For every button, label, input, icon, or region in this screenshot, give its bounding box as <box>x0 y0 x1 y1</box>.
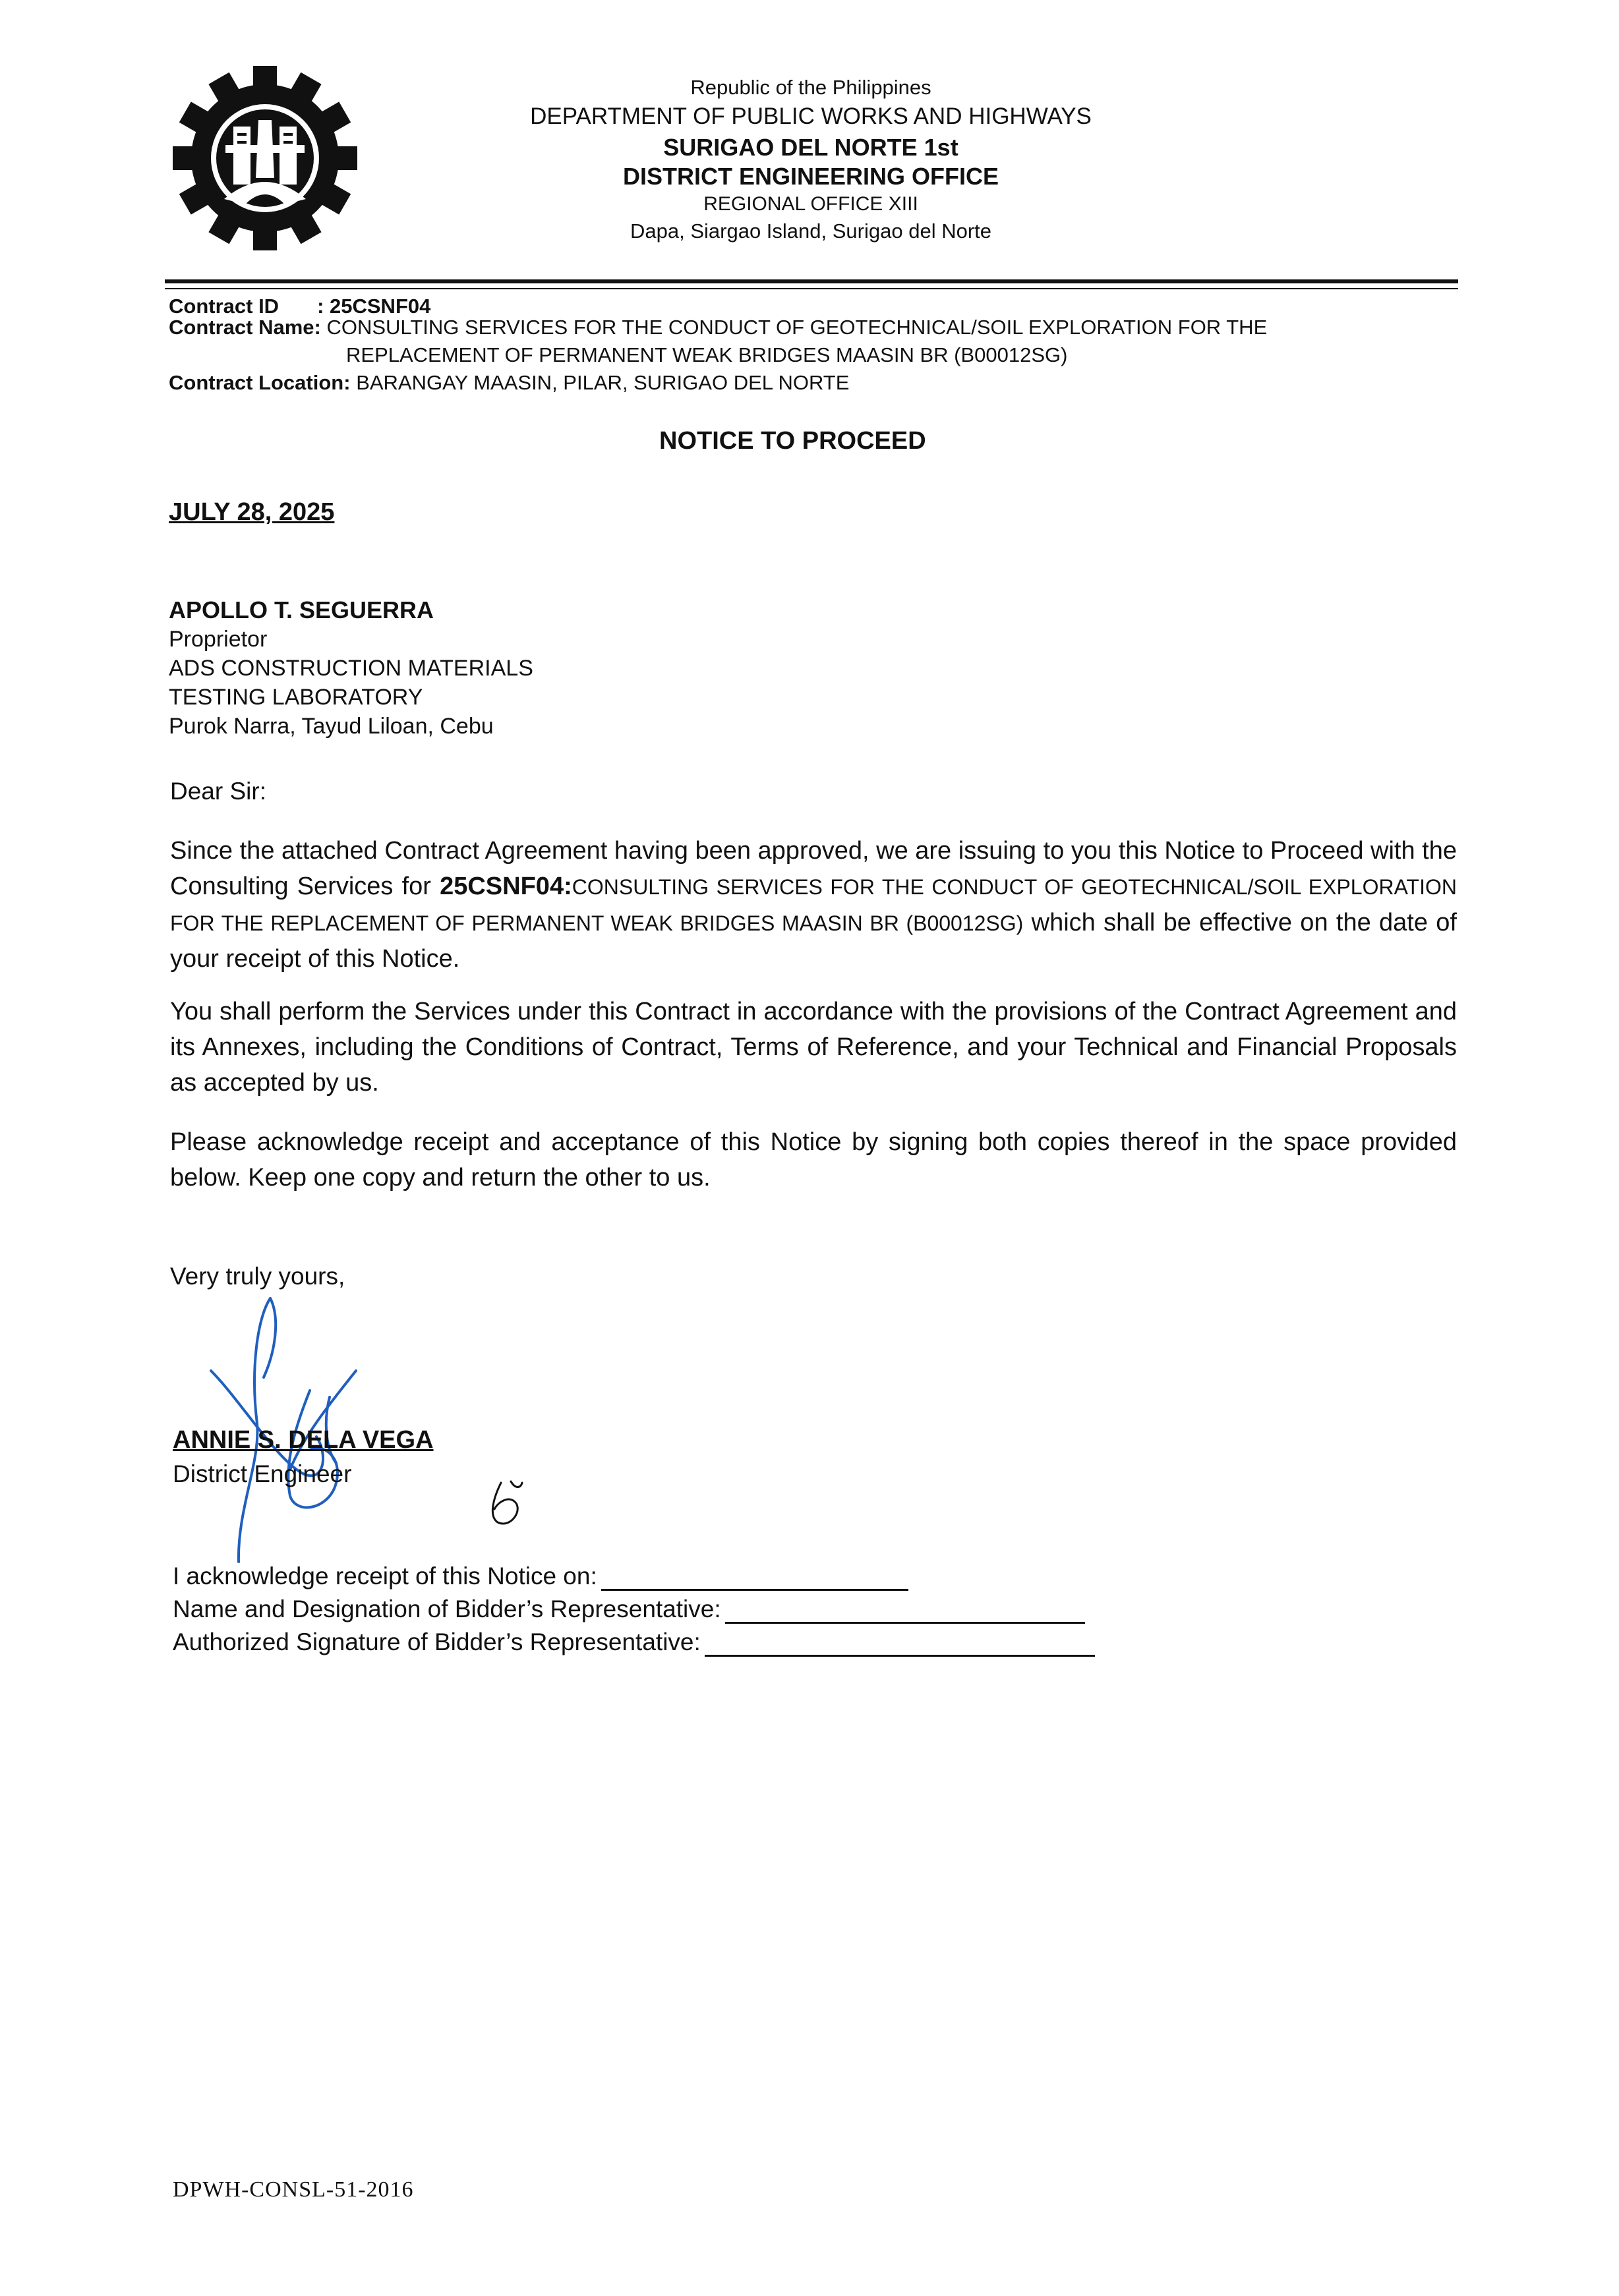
header-address: Dapa, Siargao Island, Surigao del Norte <box>630 219 991 243</box>
signatory-name: ANNIE S. DELA VEGA <box>173 1426 434 1454</box>
addressee-company-line2: TESTING LABORATORY <box>169 685 423 710</box>
contract-name-value-line2: REPLACEMENT OF PERMANENT WEAK BRIDGES MAASIN BR (B00012SG) <box>346 343 1068 366</box>
salutation: Dear Sir: <box>170 778 266 805</box>
header-divider-thin <box>165 288 1458 289</box>
ack-receipt-row <box>173 1562 908 1591</box>
header-republic: Republic of the Philippines <box>690 76 931 99</box>
addressee-title: Proprietor <box>169 627 268 652</box>
para1-project-name: CONSULTING SERVICES FOR THE CONDUCT OF GEOTECHNICAL/SOIL EXPLORATION FOR THE REPLACEMENT OF PERMANENT WEAK BRIDGES MAASIN BR (B00012SG) <box>170 875 1457 935</box>
addressee-company-line1: ADS CONSTRUCTION MATERIALS <box>169 656 533 681</box>
header-department: DEPARTMENT OF PUBLIC WORKS AND HIGHWAYS <box>530 103 1092 129</box>
signatory-title: District Engineer <box>173 1460 352 1487</box>
para1-intro: Since the attached Contract Agreement having been approved, we are issuing to you this Notice to Proceed with the Consulting Services for <box>170 837 1457 900</box>
closing: Very truly yours, <box>170 1263 345 1290</box>
ack-receipt-date-field[interactable] <box>601 1565 908 1591</box>
ack-signature-field[interactable] <box>705 1631 1095 1657</box>
contract-name-row <box>169 315 1267 339</box>
contract-location-row <box>169 370 849 395</box>
ack-name-designation-row <box>173 1595 1085 1624</box>
header-office-line2: DISTRICT ENGINEERING OFFICE <box>622 163 999 190</box>
dpwh-seal-logo <box>173 66 357 250</box>
contract-name-value-line1: CONSULTING SERVICES FOR THE CONDUCT OF GEOTECHNICAL/SOIL EXPLORATION FOR THE <box>326 316 1268 339</box>
contract-id-value: : 25CSNF04 <box>317 295 431 318</box>
para1-effectivity: which shall be effective on the date of your receipt of this Notice. <box>170 909 1457 973</box>
header-office-line1: SURIGAO DEL NORTE 1st <box>663 134 958 161</box>
header-divider <box>165 279 1458 283</box>
contract-id-label: Contract ID <box>169 295 280 318</box>
ack-signature-row <box>173 1628 1095 1657</box>
ack-name-designation-label: Name and Designation of Bidder’s Representative: <box>173 1595 721 1622</box>
body-paragraph-1 <box>170 833 1457 977</box>
addressee-location: Purok Narra, Tayud Liloan, Cebu <box>169 714 494 739</box>
addressee-name: APOLLO T. SEGUERRA <box>169 596 434 623</box>
ack-signature-label: Authorized Signature of Bidder’s Representative: <box>173 1628 701 1655</box>
contract-location-label: Contract Location: <box>169 371 351 394</box>
letter-date: JULY 28, 2025 <box>169 498 335 526</box>
contract-location-value: BARANGAY MAASIN, PILAR, SURIGAO DEL NORTE <box>356 371 850 394</box>
handwritten-initials <box>475 1476 534 1535</box>
ack-receipt-label: I acknowledge receipt of this Notice on: <box>173 1563 597 1590</box>
para1-contract-code: 25CSNF04: <box>440 873 572 900</box>
header-region: REGIONAL OFFICE XIII <box>703 193 918 215</box>
body-paragraph-3: Please acknowledge receipt and acceptance of this Notice by signing both copies thereof in the space provided below. Keep one copy and return the other to us. <box>170 1128 1457 1191</box>
contract-name-label: Contract Name: <box>169 316 321 339</box>
ack-name-designation-field[interactable] <box>725 1598 1085 1624</box>
form-code: DPWH-CONSL-51-2016 <box>173 2177 414 2202</box>
notice-title: NOTICE TO PROCEED <box>659 427 926 455</box>
body-paragraph-2: You shall perform the Services under this Contract in accordance with the provisions of the Contract Agreement and its Annexes, including the Conditions of Contract, Terms of Reference, and your Technical and Financial Proposals as accepted by us. <box>170 998 1457 1097</box>
